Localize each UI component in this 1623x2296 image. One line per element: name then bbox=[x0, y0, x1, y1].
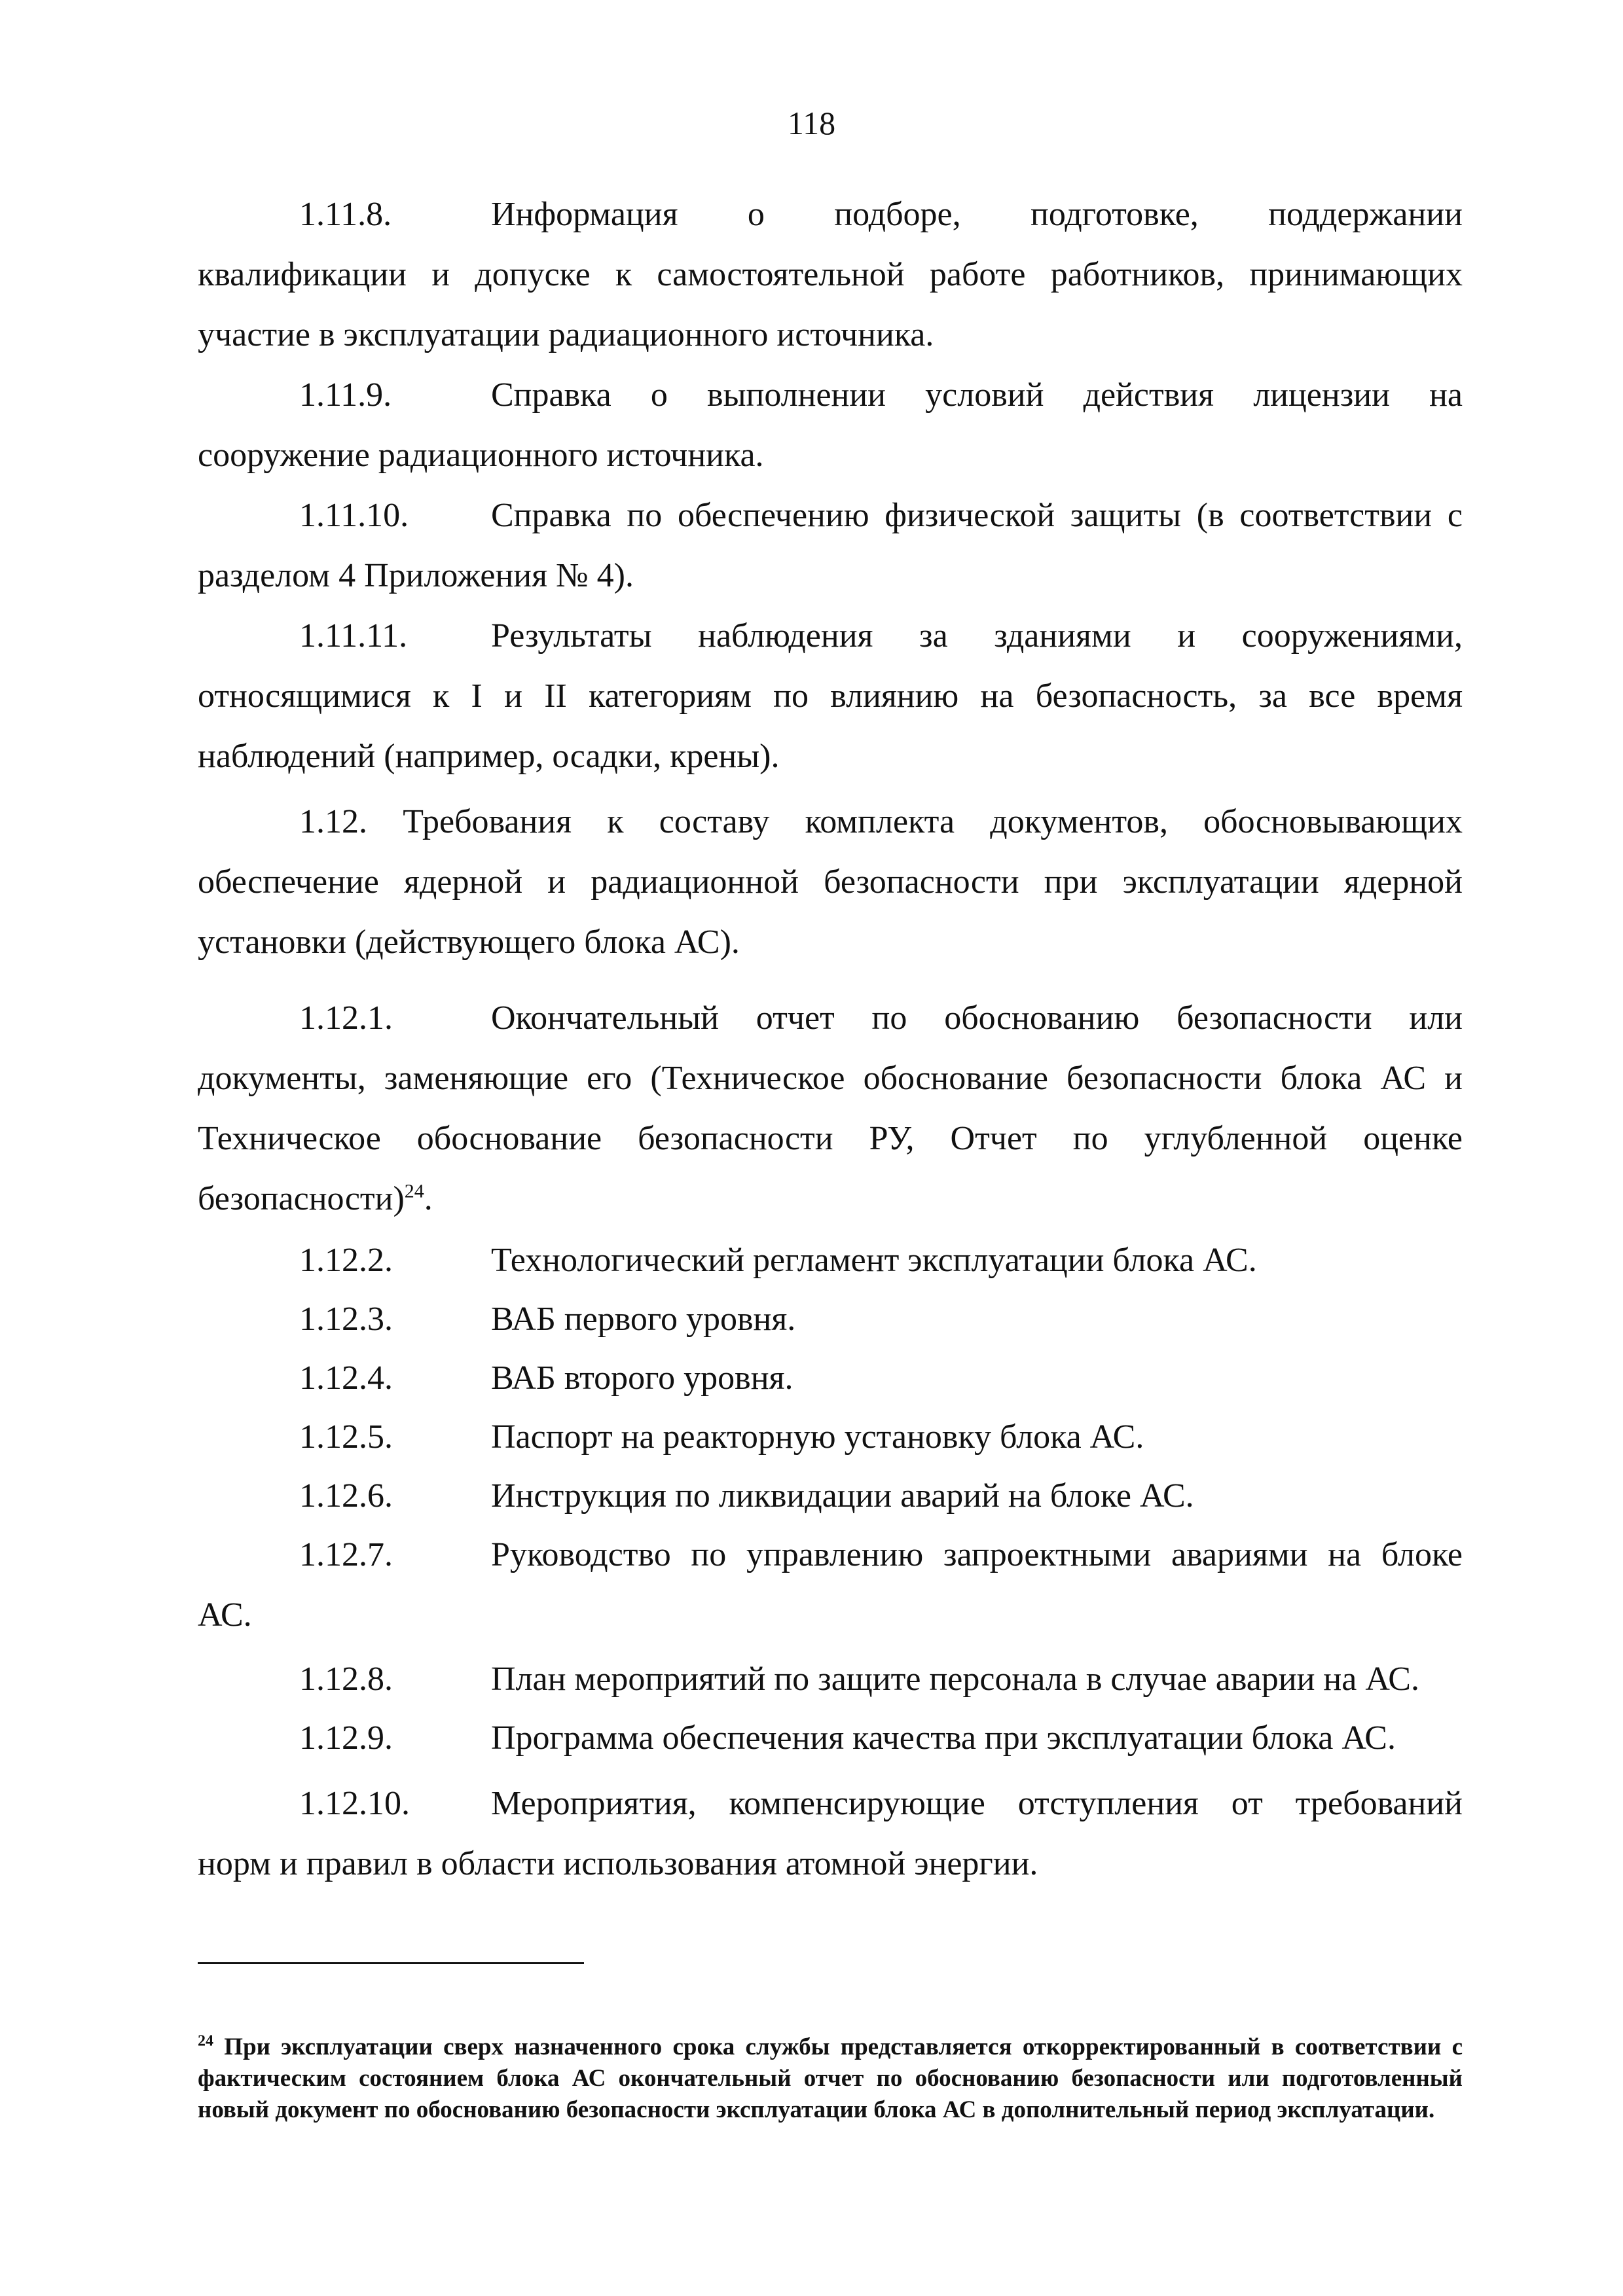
paragraph-1-12-10 bbox=[198, 1774, 1463, 1894]
footnote-24 bbox=[198, 2032, 1463, 2126]
item-text: ВАБ второго уровня. bbox=[491, 1359, 793, 1397]
paragraph-1-11-10 bbox=[198, 486, 1463, 606]
paragraph-body bbox=[198, 1049, 1463, 1229]
item-number: 1.12.3. bbox=[299, 1300, 393, 1338]
item-text: План мероприятий по защите персонала в случае аварии на АС. bbox=[491, 1660, 1419, 1698]
footnote-reference[interactable]: 24 bbox=[404, 1180, 424, 1202]
paragraph-body: сооружение радиационного источника. bbox=[198, 437, 764, 474]
paragraph-body: разделом 4 Приложения № 4). bbox=[198, 557, 634, 594]
item-heading-text: Информация о подборе, подготовке, поддержании bbox=[491, 196, 1463, 233]
paragraph-first-line bbox=[198, 1230, 1463, 1291]
paragraph-first-line bbox=[198, 1525, 1463, 1585]
item-text: ВАБ первого уровня. bbox=[491, 1300, 796, 1338]
section-body: обеспечение ядерной и радиационной безопасности при эксплуатации ядерной установки (действующего блока АС). bbox=[198, 863, 1463, 961]
paragraph-1-12-1 bbox=[198, 988, 1463, 1229]
item-heading-text: Мероприятия, компенсирующие отступления от требований bbox=[491, 1785, 1463, 1822]
item-number: 1.12.9. bbox=[299, 1719, 393, 1757]
item-number: 1.11.10. bbox=[299, 497, 409, 534]
item-number: 1.12.8. bbox=[299, 1660, 393, 1698]
item-number: 1.12.5. bbox=[299, 1418, 393, 1456]
item-text: Паспорт на реакторную установку блока АС. bbox=[491, 1418, 1144, 1456]
item-text: Инструкция по ликвидации аварий на блоке АС. bbox=[491, 1477, 1194, 1515]
paragraph-body-text: документы, заменяющие его (Техническое обоснование безопасности блока АС и Техническое обоснование безопасности РУ, Отчет по углубленной оценке безопасности) bbox=[198, 1060, 1463, 1217]
footnote-text: При эксплуатации сверх назначенного срока службы представляется откорректированный в соответствии с фактическим состоянием блока АС окончательный отчет по обоснованию безопасности или подготовленный новый документ по обоснованию безопасности эксплуатации блока АС в дополнительный период эксплуатации. bbox=[198, 2034, 1463, 2123]
section-1-12 bbox=[198, 792, 1463, 973]
page-number: 118 bbox=[787, 105, 836, 141]
paragraph-first-line bbox=[198, 1649, 1463, 1710]
item-heading-text: Справка о выполнении условий действия лицензии на bbox=[491, 376, 1463, 414]
paragraph-first-line bbox=[198, 606, 1463, 666]
item-number: 1.12.7. bbox=[299, 1536, 393, 1573]
item-number: 1.12.1. bbox=[299, 999, 393, 1037]
paragraph-first-line bbox=[198, 1348, 1463, 1408]
footnote-separator bbox=[198, 1962, 584, 1964]
paragraph-body: относящимися к I и II категориям по влиянию на безопасность, за все время наблюдений (например, осадки, крены). bbox=[198, 677, 1463, 775]
paragraph-1-12-4 bbox=[198, 1348, 1463, 1408]
paragraph-first-line bbox=[198, 486, 1463, 546]
paragraph-1-12-5 bbox=[198, 1407, 1463, 1467]
paragraph-first-line bbox=[198, 1466, 1463, 1526]
paragraph-tail: . bbox=[424, 1180, 433, 1217]
paragraph-1-11-8 bbox=[198, 185, 1463, 365]
paragraph-1-12-2 bbox=[198, 1230, 1463, 1291]
footnote-mark: 24 bbox=[198, 2032, 213, 2050]
paragraph-first-line bbox=[198, 185, 1463, 245]
paragraph-body: норм и правил в области использования атомной энергии. bbox=[198, 1845, 1038, 1882]
paragraph-body: АС. bbox=[198, 1596, 252, 1634]
item-text: Программа обеспечения качества при эксплуатации блока АС. bbox=[491, 1719, 1396, 1757]
item-number: 1.12.10. bbox=[299, 1785, 410, 1822]
item-number: 1.11.8. bbox=[299, 196, 392, 233]
paragraph-1-12-9 bbox=[198, 1708, 1463, 1768]
paragraph-1-12-7 bbox=[198, 1525, 1463, 1645]
paragraph-first-line bbox=[198, 1708, 1463, 1768]
paragraph-1-12-6 bbox=[198, 1466, 1463, 1526]
item-heading-text: Окончательный отчет по обоснованию безопасности или bbox=[491, 999, 1463, 1037]
item-heading-text: Справка по обеспечению физической защиты (в соответствии с bbox=[491, 497, 1463, 534]
paragraph-first-line bbox=[198, 365, 1463, 425]
paragraph-first-line bbox=[198, 1407, 1463, 1467]
item-number: 1.11.9. bbox=[299, 376, 392, 414]
paragraph-body: квалификации и допуске к самостоятельной работе работников, принимающих участие в эксплуатации радиационного источника. bbox=[198, 256, 1463, 353]
item-heading-text: Руководство по управлению запроектными авариями на блоке bbox=[491, 1536, 1463, 1573]
item-number: 1.12.6. bbox=[299, 1477, 393, 1515]
item-heading-text: Результаты наблюдения за зданиями и сооружениями, bbox=[491, 617, 1463, 655]
item-number: 1.11.11. bbox=[299, 617, 408, 655]
item-text: Технологический регламент эксплуатации блока АС. bbox=[491, 1242, 1257, 1279]
item-number: 1.12.2. bbox=[299, 1242, 393, 1279]
paragraph-1-12-3 bbox=[198, 1289, 1463, 1350]
paragraph-1-11-9 bbox=[198, 365, 1463, 486]
section-heading-line: 1.12. Требования к составу комплекта документов, обосновывающих bbox=[299, 803, 1463, 840]
paragraph-1-11-11 bbox=[198, 606, 1463, 787]
paragraph-first-line bbox=[198, 1289, 1463, 1350]
paragraph-first-line bbox=[198, 988, 1463, 1049]
paragraph-first-line bbox=[198, 1774, 1463, 1834]
paragraph-1-12-8 bbox=[198, 1649, 1463, 1710]
item-number: 1.12.4. bbox=[299, 1359, 393, 1397]
